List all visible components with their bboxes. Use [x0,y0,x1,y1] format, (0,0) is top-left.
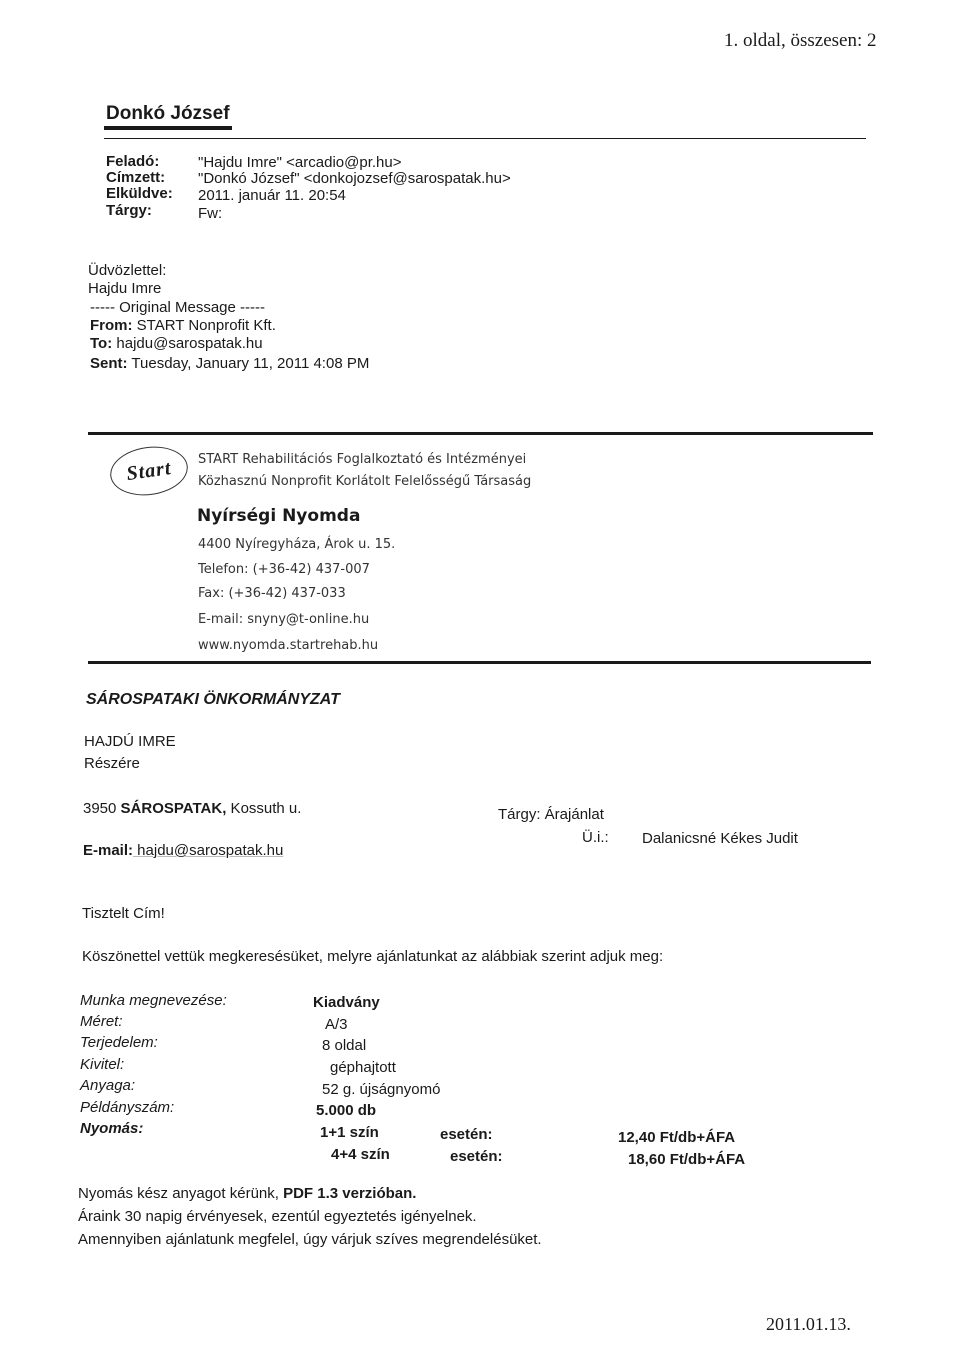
recipient-attn: Részére [84,755,140,772]
subject-value: Fw: [198,205,223,222]
start-logo [107,442,191,500]
intro-text: Köszönettel vettük megkeresésüket, melyre ajánlatunkat az alábbiak szerint adjuk meg: [82,948,664,965]
work-label: Munka megnevezése: [80,992,227,1009]
closing-line-2: Áraink 30 napig érvényesek, ezentúl egyeztetés igényelnek. [78,1208,477,1225]
forward-to [90,335,263,352]
forward-to-value: hajdu@sarospatak.hu [116,335,263,352]
company-web: www.nyomda.startrehab.hu [198,638,379,653]
letterhead-top-rule [88,432,873,435]
sender-name: Donkó József [106,103,230,124]
option-colors: 4+4 szín [331,1146,390,1163]
forward-to-label: To: [90,335,113,352]
org-line-2: Közhasznú Nonprofit Korlátolt Felelősségű Társaság [198,474,532,489]
forward-sent [90,355,369,372]
from-label: Feladó: [106,153,160,170]
salutation: Tisztelt Cím! [82,905,165,922]
org-line-1: START Rehabilitációs Foglalkoztató és Intézményei [198,452,527,467]
option-case: esetén: [450,1148,503,1165]
to-label: Címzett: [106,169,166,186]
extent-label: Terjedelem: [80,1034,158,1051]
address-prefix: 3950 [83,800,121,817]
page-indicator: 1. oldal, összesen: 2 [724,30,877,51]
sent-value: 2011. január 11. 20:54 [198,187,346,204]
closing-line-1-bold: PDF 1.3 verzióban. [283,1185,417,1202]
recipient-email-value: hajdu@sarospatak.hu [133,842,284,859]
greeting: Üdvözlettel: [88,262,167,279]
address-rest: Kossuth u. [226,800,302,817]
handler-label: Ü.i.: [582,829,609,846]
option-colors: 1+1 szín [320,1124,379,1141]
closing-line-3: Amennyiben ajánlatunk megfelel, úgy várjuk szíves megrendelésüket. [78,1231,542,1248]
print-label: Nyomás: [80,1120,144,1137]
closing-line-1 [78,1185,416,1202]
recipient-org: SÁROSPATAKI ÖNKORMÁNYZAT [86,691,340,708]
finish-value: géphajtott [330,1059,396,1076]
original-message-marker: ----- Original Message ----- [90,299,266,316]
company-address: 4400 Nyíregyháza, Árok u. 15. [198,537,396,552]
company-fax: Fax: (+36-42) 437-033 [198,586,346,601]
copies-value: 5.000 db [316,1102,377,1119]
size-value: A/3 [325,1016,348,1033]
sender-rule-thick [104,126,232,130]
size-label: Méret: [80,1013,123,1030]
to-value: "Donkó József" <donkojozsef@sarospatak.hu> [198,170,511,187]
extent-value: 8 oldal [322,1037,367,1054]
handler-value: Dalanicsné Kékes Judit [642,830,798,847]
work-value: Kiadvány [313,994,380,1011]
material-label: Anyaga: [80,1077,136,1094]
company-name: Nyírségi Nyomda [197,506,361,526]
option-case: esetén: [440,1126,493,1143]
company-phone: Telefon: (+36-42) 437-007 [198,562,370,577]
sent-label: Elküldve: [106,185,173,202]
recipient-name: HAJDÚ IMRE [84,733,176,750]
option-price: 12,40 Ft/db+ÁFA [618,1129,736,1146]
logo-text: Start [125,456,173,485]
recipient-email [83,842,283,859]
forward-signature: Hajdu Imre [88,280,162,297]
finish-label: Kivitel: [80,1056,125,1073]
recipient-address [83,800,301,817]
forward-from [90,317,276,334]
material-value: 52 g. újságnyomó [322,1081,441,1098]
copies-label: Példányszám: [80,1099,175,1116]
forward-from-value: START Nonprofit Kft. [136,317,276,334]
closing-line-1-prefix: Nyomás kész anyagot kérünk, [78,1185,284,1202]
from-value: "Hajdu Imre" <arcadio@pr.hu> [198,154,402,171]
sender-rule [104,138,866,139]
letter-subject: Tárgy: Árajánlat [498,806,604,823]
company-email: E-mail: snyny@t-online.hu [198,612,370,627]
print-date: 2011.01.13. [766,1314,851,1334]
option-price: 18,60 Ft/db+ÁFA [628,1151,746,1168]
address-city: SÁROSPATAK, [120,800,227,817]
forward-sent-value: Tuesday, January 11, 2011 4:08 PM [131,355,370,372]
subject-label: Tárgy: [106,202,152,219]
recipient-email-label: E-mail: [83,842,134,859]
forward-from-label: From: [90,317,133,334]
forward-sent-label: Sent: [90,355,128,372]
letterhead-bottom-rule [88,661,871,664]
